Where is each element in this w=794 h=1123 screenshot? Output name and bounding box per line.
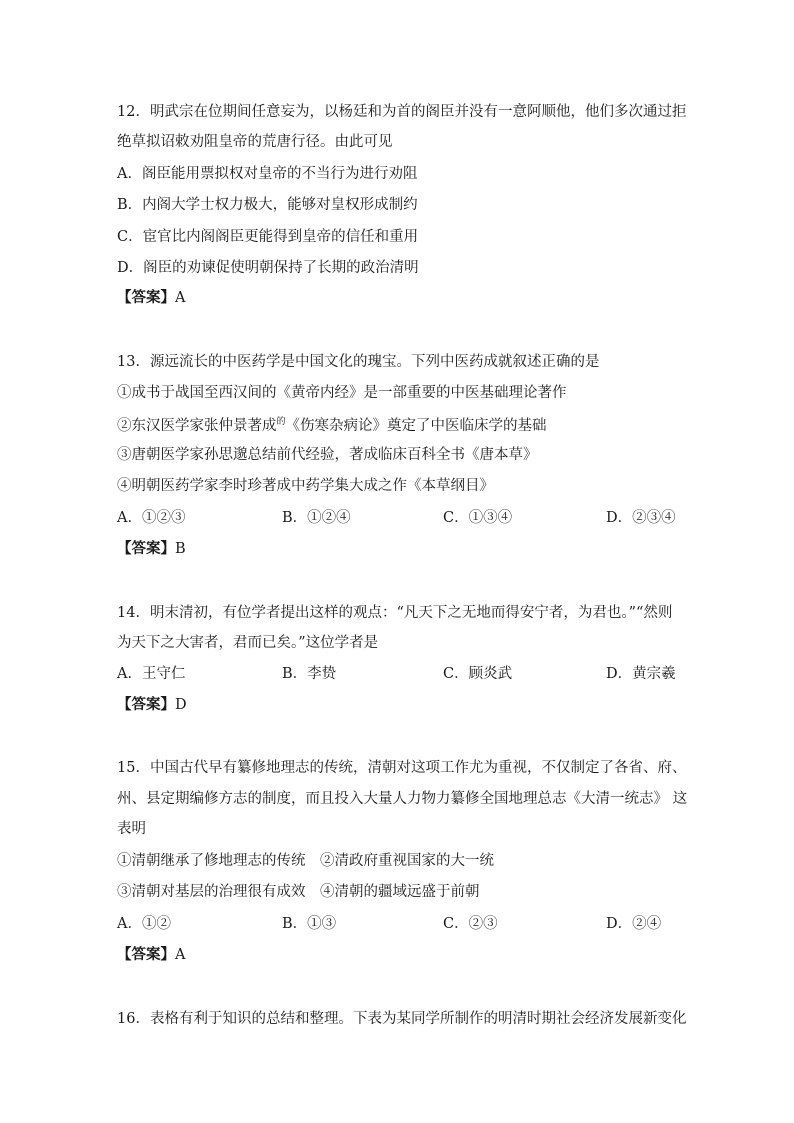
q16-stem-line1: 16．表格有利于知识的总结和整理。下表为某同学所制作的明清时期社会经济发展新变化 xyxy=(117,1011,687,1027)
q15-option-a: A．①② xyxy=(117,916,171,932)
q12-option-d: D．阁臣的劝谏促使明朝保持了长期的政治清明 xyxy=(117,260,419,276)
q13-stem: 13．源远流长的中医药学是中国文化的瑰宝。下列中医药成就叙述正确的是 xyxy=(117,354,600,370)
q14-option-d: D．黄宗羲 xyxy=(606,666,676,682)
q13-option-b: B．①②④ xyxy=(282,510,351,526)
q15-stem-line3: 表明 xyxy=(117,821,146,837)
q13-option-a: A．①②③ xyxy=(117,510,186,526)
q14-stem-line2: 为天下之大害者，君而已矣。”这位学者是 xyxy=(117,635,379,651)
q14-option-c: C．顾炎武 xyxy=(443,666,513,682)
q15-answer: 【答案】A xyxy=(117,946,186,963)
q12-option-b: B．内阁大学士权力极大，能够对皇权形成制约 xyxy=(117,197,418,213)
q14-answer: 【答案】D xyxy=(117,696,187,713)
q14-option-a: A．王守仁 xyxy=(117,666,186,682)
q12-answer: 【答案】A xyxy=(117,289,186,306)
q15-items-line2: ③清朝对基层的治理很有成效 ④清朝的疆域远盛于前朝 xyxy=(117,884,480,900)
q14-stem-line1: 14．明末清初，有位学者提出这样的观点：“凡天下之无地而得安宁者，为君也。”“然则 xyxy=(117,605,673,621)
q13-option-d: D．②③④ xyxy=(606,510,676,526)
q15-stem-line1: 15．中国古代早有纂修地理志的传统，清朝对这项工作尤为重视，不仅制定了各省、府、 xyxy=(117,760,687,776)
q12-stem-line2: 绝草拟诏敕劝阻皇帝的荒唐行径。由此可见 xyxy=(117,134,393,150)
q13-item-1: ①成书于战国至西汉间的《黄帝内经》是一部重要的中医基础理论著作 xyxy=(117,385,567,401)
q15-stem-line2: 州、县定期编修方志的制度，而且投入大量人力物力纂修全国地理总志《大清一统志》 这 xyxy=(117,791,688,807)
q12-stem-line1: 12．明武宗在位期间任意妄为，以杨廷和为首的阁臣并没有一意阿顺他，他们多次通过拒 xyxy=(117,104,687,120)
q15-option-d: D．②④ xyxy=(606,916,662,932)
q13-item-4: ④明朝医药学家李时珍著成中药学集大成之作《本草纲目》 xyxy=(117,478,494,494)
q15-option-c: C．②③ xyxy=(443,916,498,932)
q14-option-b: B．李贽 xyxy=(282,666,337,682)
q12-option-c: C．宦官比内阁阁臣更能得到皇帝的信任和重用 xyxy=(117,229,419,245)
q12-option-a: A．阁臣能用票拟权对皇帝的不当行为进行劝阻 xyxy=(117,166,418,182)
q15-option-b: B．①③ xyxy=(282,916,337,932)
q15-items-line1: ①清朝继承了修地理志的传统 ②清政府重视国家的大一统 xyxy=(117,853,494,869)
q13-option-c: C．①③④ xyxy=(443,510,513,526)
q13-item-2: ②东汉医学家张仲景著成$^的$《伤寒杂病论》奠定了中医临床学的基础 xyxy=(117,417,547,434)
q13-answer: 【答案】B xyxy=(117,540,186,557)
q13-item-3: ③唐朝医学家孙思邈总结前代经验，著成临床百科全书《唐本草》 xyxy=(117,447,538,463)
